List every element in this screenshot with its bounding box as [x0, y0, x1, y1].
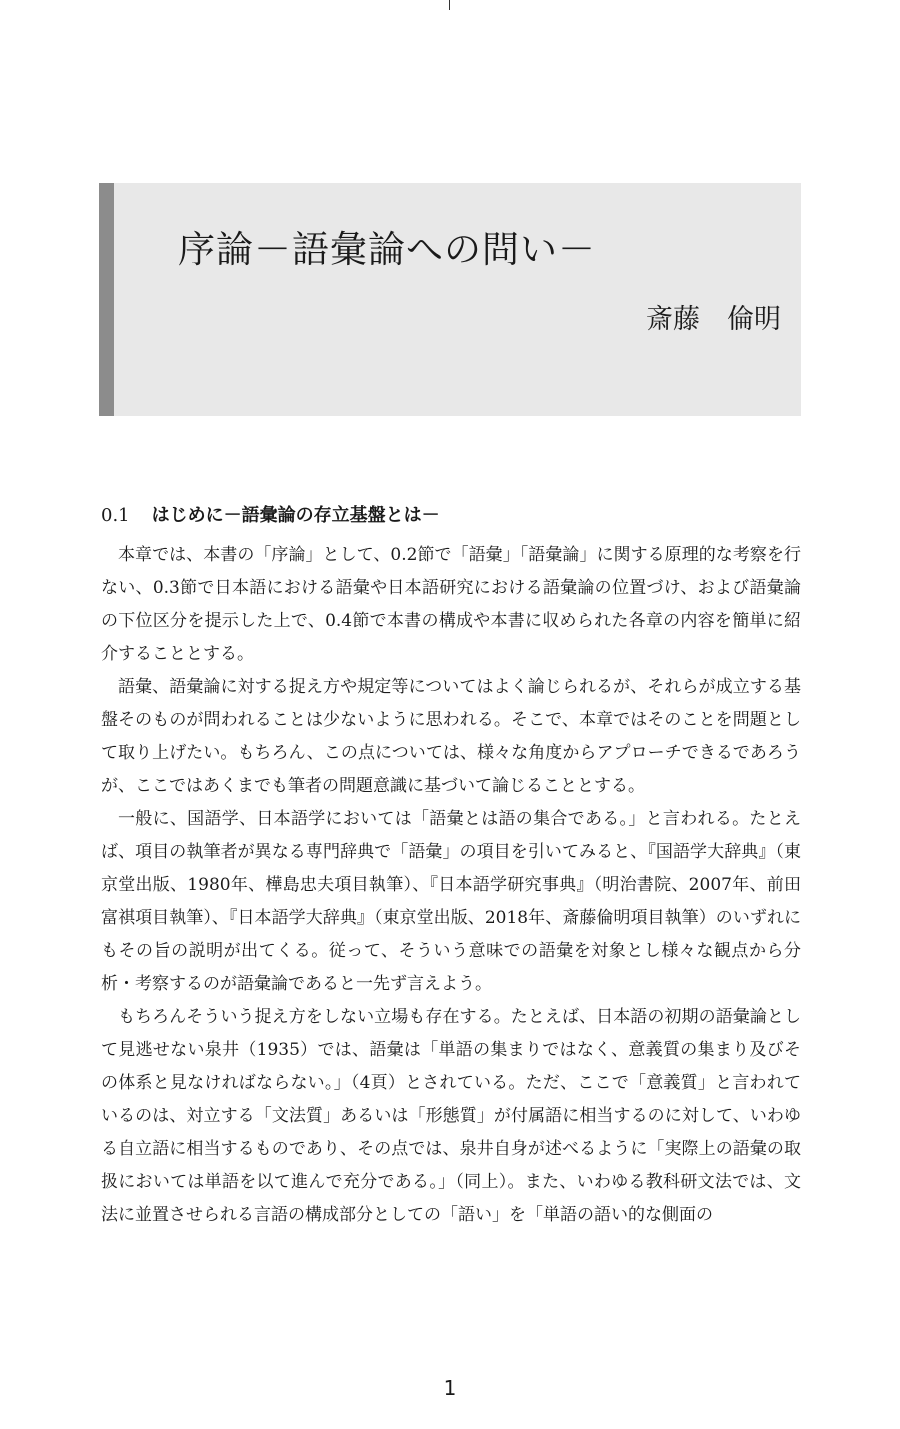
- section-heading: [101, 499, 801, 533]
- main-content: [101, 499, 801, 1232]
- section-number: 0.1: [101, 505, 130, 526]
- section-title: はじめに－語彙論の存立基盤とは－: [151, 505, 440, 526]
- chapter-title: 序論－語彙論への問い－: [178, 228, 596, 271]
- chapter-title-box: [99, 183, 801, 416]
- paragraph: 本章では、本書の「序論」として、0.2節で「語彙」「語彙論」に関する原理的な考察を行ない、0.3節で日本語における語彙や日本語研究における語彙論の位置づけ、および語彙論の下位区分を提示した上で、0.4節で本書の構成や本書に収められた各章の内容を簡単に紹介することとする。: [101, 545, 801, 664]
- page-top-tick: [449, 0, 450, 10]
- paragraph: 語彙、語彙論に対する捉え方や規定等についてはよく論じられるが、それらが成立する基盤そのものが問われることは少ないように思われる。そこで、本章ではそのことを問題として取り上げたい。もちろん、この点については、様々な角度からアプローチできるであろうが、ここではあくまでも筆者の問題意識に基づいて論じることとする。: [101, 677, 801, 796]
- author-name: 斎藤 倫明: [646, 304, 781, 335]
- page-number: 1: [443, 1376, 457, 1400]
- paragraph: 一般に、国語学、日本語学においては「語彙とは語の集合である。」と言われる。たとえば、項目の執筆者が異なる専門辞典で「語彙」の項目を引いてみると、『国語学大辞典』（東京堂出版、1980年、樺島忠夫項目執筆）、『日本語学研究事典』（明治書院、2007年、前田富祺項目執筆）、『日本語学大辞典』（東京堂出版、2018年、斎藤倫明項目執筆）のいずれにもその旨の説明が出てくる。従って、そういう意味での語彙を対象とし様々な観点から分析・考察するのが語彙論であると一先ず言えよう。: [101, 809, 801, 994]
- paragraph: もちろんそういう捉え方をしない立場も存在する。たとえば、日本語の初期の語彙論として見逃せない泉井（1935）では、語彙は「単語の集まりではなく、意義質の集まり及びその体系と見なければならない。」（4頁）とされている。ただ、ここで「意義質」と言われているのは、対立する「文法質」あるいは「形態質」が付属語に相当するのに対して、いわゆる自立語に相当するものであり、その点では、泉井自身が述べるように「実際上の語彙の取扱においては単語を以て進んで充分である。」（同上）。また、いわゆる教科研文法では、文法に並置させられる言語の構成部分としての「語い」を「単語の語い的な側面の: [101, 1007, 802, 1225]
